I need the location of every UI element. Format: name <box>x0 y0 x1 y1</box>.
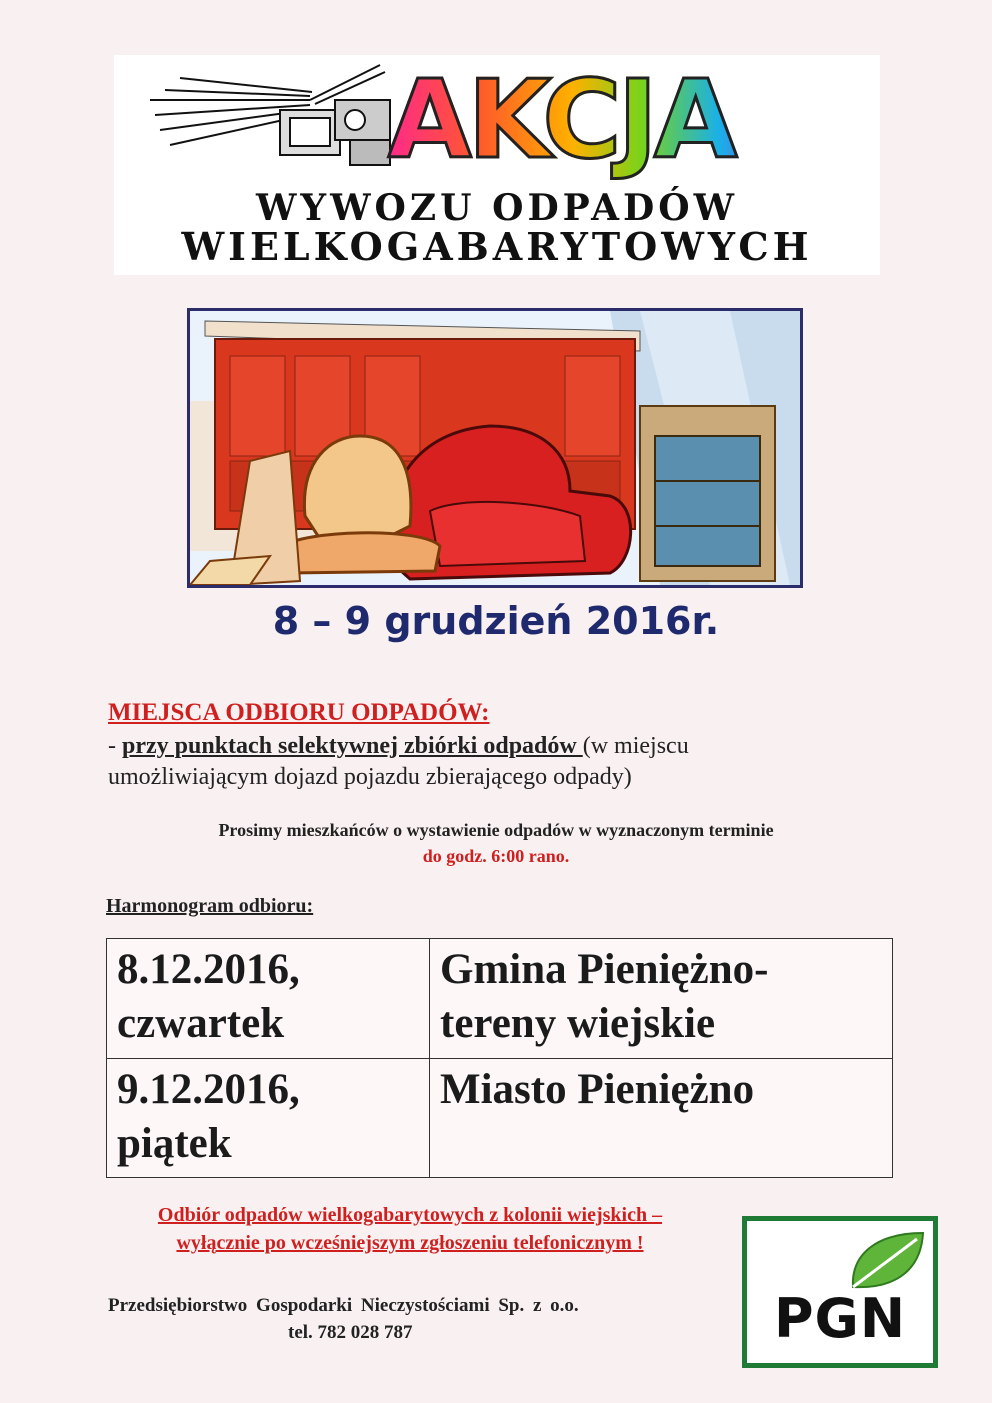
schedule-area-line1: Gmina Pieniężno- <box>440 946 769 993</box>
table-row <box>107 1058 893 1178</box>
schedule-date: 9.12.2016, <box>117 1065 300 1113</box>
schedule-heading: Harmonogram odbioru: <box>106 895 314 917</box>
schedule-day: czwartek <box>117 1000 285 1047</box>
request-text: Prosimy mieszkańców o wystawienie odpadów w wyznaczonym terminie <box>218 820 774 840</box>
places-prefix: - <box>108 733 122 759</box>
banner-title: AKCJA <box>388 56 848 186</box>
schedule-area-line1: Miasto Pieniężno <box>440 1065 755 1113</box>
request-deadline: do godz. 6:00 rano. <box>422 846 570 866</box>
places-heading: MIEJSCA ODBIORU ODPADÓW: <box>108 699 490 726</box>
schedule-day: piątek <box>117 1119 232 1167</box>
pgn-logo <box>742 1216 938 1368</box>
places-description-line2: umożliwiającym dojazd pojazdu zbierającego odpady) <box>108 764 632 790</box>
company-name: Przedsiębiorstwo Gospodarki Nieczystościami Sp. z o.o. <box>108 1295 579 1316</box>
notice-line2: wyłącznie po wcześniejszym zgłoszeniu telefonicznym ! <box>176 1232 644 1254</box>
schedule-area-cell <box>430 1058 893 1178</box>
schedule-area-cell <box>430 939 893 1059</box>
schedule-area-line2: tereny wiejskie <box>440 1000 716 1047</box>
leaf-icon <box>847 1229 927 1291</box>
schedule-table <box>106 938 893 1178</box>
schedule-date-cell <box>107 939 430 1059</box>
schedule-date: 8.12.2016, <box>117 946 300 993</box>
furniture-illustration <box>187 308 803 588</box>
broom-and-electronics-illustration <box>150 60 400 180</box>
schedule-date-cell <box>107 1058 430 1178</box>
places-rest: (w miejscu <box>582 733 689 759</box>
company-phone: tel. 782 028 787 <box>288 1322 413 1343</box>
banner-subtitle-line1: WYWOZU ODPADÓW <box>255 187 739 229</box>
event-date: 8 – 9 grudzień 2016r. <box>272 599 720 643</box>
logo-text: PGN <box>773 1287 907 1350</box>
notice-line1: Odbiór odpadów wielkogabarytowych z kolonii wiejskich – <box>157 1204 663 1226</box>
banner-subtitle-line2: WIELKOGABARYTOWYCH <box>181 224 813 269</box>
places-emphasis: przy punktach selektywnej zbiórki odpadów <box>122 733 583 759</box>
places-description-line1 <box>108 731 689 761</box>
table-row <box>107 939 893 1059</box>
